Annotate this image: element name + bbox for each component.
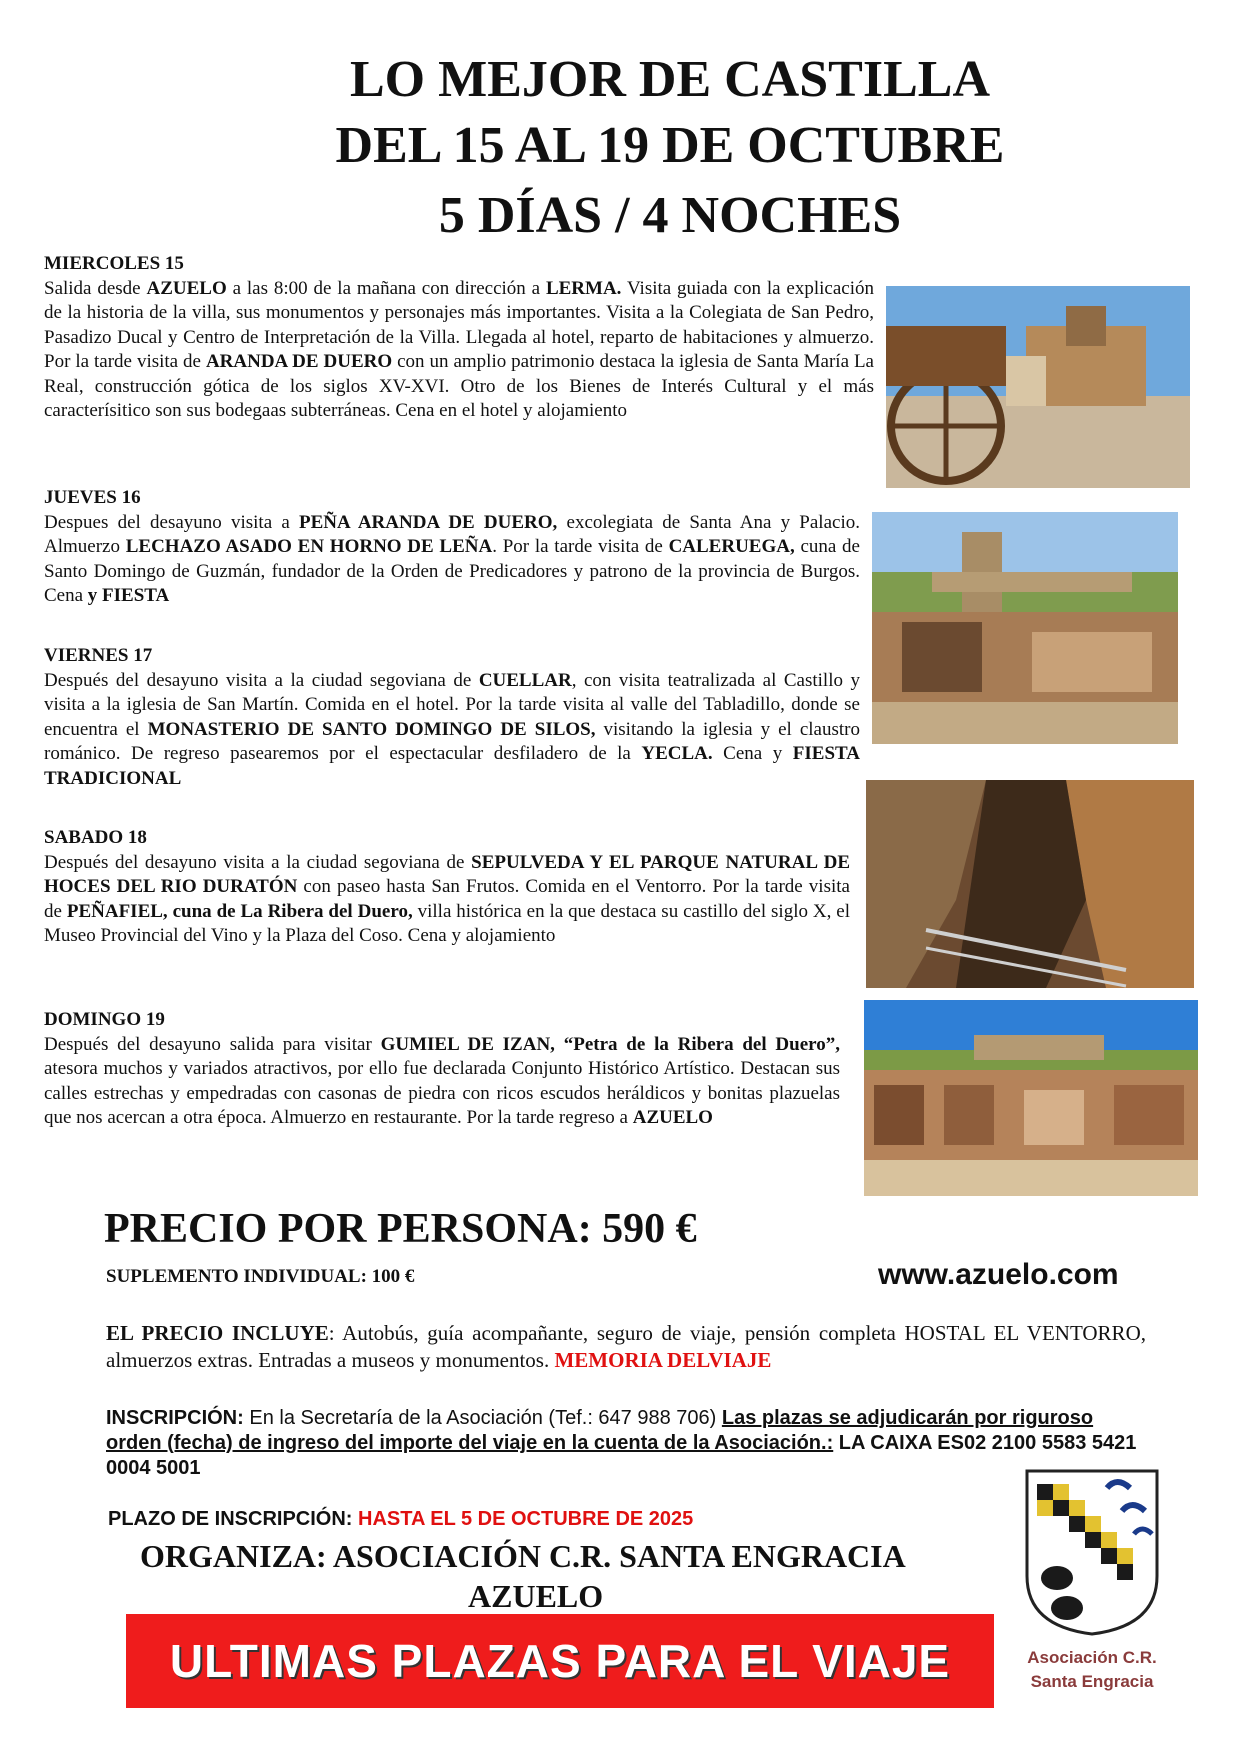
highlight-text: FIESTA TRADICIONAL: [44, 743, 860, 789]
day-header: MIERCOLES 15: [44, 253, 184, 274]
body-text: Después del desayuno salida para visitar: [44, 1033, 381, 1055]
highlight-text: ARANDA DE DUERO: [205, 351, 393, 372]
body-text: con un amplio patrimonio destaca la iglesia de Santa María La Real, construcción gótica de los siglos XV-XVI. Otro de los Bienes de Interés Cultural y el más caracterísitico son sus bodegaas subterráneas. Cena en el hotel y alojamiento: [44, 351, 874, 421]
highlight-text: GUMIEL DE IZAN, “Petra de la Ribera del Duero”,: [380, 1033, 840, 1055]
day-section-saturday: [44, 826, 850, 949]
photo-hoces-duraton: [866, 780, 1194, 988]
logo-caption: [1010, 1646, 1174, 1694]
photo-lerma-plaza: [886, 286, 1190, 488]
inscription-label: INSCRIPCIÓN:: [106, 1407, 244, 1429]
banner-text: ULTIMAS PLAZAS PARA EL VIAJE: [169, 1635, 951, 1687]
highlight-text: PEÑA ARANDA DE DUERO,: [299, 511, 558, 533]
day-description: [44, 511, 860, 609]
highlight-text: LERMA.: [545, 277, 622, 299]
highlight-text: CUELLAR: [478, 669, 572, 691]
body-text: Visita guiada con la explicación de la historia de la villa, sus monumentos y personajes más importantes. Visita a la Colegiata de San Pedro, Pasadizo Ducal y Centro de Interpretación de la Villa. Llegada al hotel, reparto de habitaciones y almuerzo. Por la tarde visita de: [44, 277, 875, 372]
inscription-info: [106, 1406, 1152, 1481]
highlight-text: CALERUEGA,: [668, 536, 795, 557]
day-section-thursday: [44, 486, 860, 609]
last-places-banner: [126, 1614, 994, 1708]
day-header: JUEVES 16: [44, 487, 141, 508]
photo-penaranda-castle: [872, 512, 1178, 744]
logo-line-2: Santa Engracia: [1030, 1672, 1154, 1691]
body-text: atesora muchos y variados atractivos, por ello fue declarada Conjunto Histórico Artístico. Destacan sus calles estrechas y empedradas con casonas de piedra con ricos escudos heráldicos y bonitas plazuelas que nos acercan a otra época. Almuerzo en restaurante. Por la tarde regreso a: [44, 1058, 840, 1128]
website-link[interactable]: www.azuelo.com: [878, 1258, 1119, 1291]
inscription-text: En la Secretaría de la Asociación (Tef.: 647 988 706): [243, 1407, 722, 1429]
logo-line-1: Asociación C.R.: [1027, 1648, 1157, 1667]
bank-account: LA CAIXA ES02 2100 5583 5421 0004 5001: [106, 1432, 1137, 1479]
day-section-sunday: [44, 1008, 840, 1131]
title-line-1: LO MEJOR DE CASTILLA: [350, 51, 990, 108]
highlight-text: MONASTERIO DE SANTO DOMINGO DE SILOS,: [147, 718, 596, 740]
body-text: excolegiata de Santa Ana y Palacio. Almuerzo: [44, 511, 860, 557]
body-text: Salida desde: [44, 277, 147, 299]
organizer-line-2: AZUELO: [468, 1578, 604, 1614]
price-per-person: PRECIO POR PERSONA: 590 €: [104, 1206, 697, 1252]
highlight-text: y FIESTA: [87, 585, 170, 606]
title-line-3: 5 DÍAS / 4 NOCHES: [438, 187, 902, 244]
includes-highlight: MEMORIA DELVIAJE: [554, 1348, 772, 1372]
highlight-text: AZUELO: [146, 277, 227, 299]
day-header: VIERNES 17: [44, 645, 153, 666]
day-section-friday: [44, 644, 860, 791]
deadline-label: PLAZO DE INSCRIPCIÓN:: [108, 1508, 359, 1530]
day-header: DOMINGO 19: [44, 1009, 165, 1030]
title-line-2: DEL 15 AL 19 DE OCTUBRE: [335, 117, 1005, 174]
highlight-text: YECLA.: [641, 743, 713, 764]
inscription-rule: Las plazas se adjudicarán por riguroso orden (fecha) de ingreso del importe del viaje en la cuenta de la Asociación.:: [106, 1407, 1094, 1454]
highlight-text: PEÑAFIEL, cuna de La Ribera del Duero,: [66, 900, 413, 922]
body-text: visitando la iglesia y el claustro románico. De regreso pasearemos por el espectacular desfiladero de la: [44, 718, 860, 764]
body-text: Después del desayuno visita a la ciudad segoviana de: [44, 851, 472, 873]
body-text: , con visita teatralizada al Castillo y visita a la iglesia de San Martín. Comida en el hotel. Por la tarde visita al valle del Tabladillo, donde se encuentra el: [44, 669, 860, 740]
day-header: SABADO 18: [44, 827, 147, 848]
organizer-line-1: ORGANIZA: ASOCIACIÓN C.R. SANTA ENGRACIA: [140, 1538, 906, 1574]
body-text: con paseo hasta San Frutos. Comida en el Ventorro. Por la tarde visita de: [44, 876, 850, 922]
highlight-text: SEPULVEDA Y EL PARQUE NATURAL DE HOCES DEL RIO DURATÓN: [44, 851, 850, 897]
body-text: a las 8:00 de la mañana con dirección a: [226, 277, 546, 299]
body-text: Despues del desayuno visita a: [44, 511, 299, 533]
inscription-deadline: [108, 1508, 693, 1531]
day-section-wednesday: [44, 252, 874, 424]
single-supplement: SUPLEMENTO INDIVIDUAL: 100 €: [106, 1266, 415, 1287]
photo-penafiel-plaza: [864, 1000, 1198, 1196]
body-text: cuna de Santo Domingo de Guzmán, fundador de la Orden de Predicadores y patrono de la provincia de Burgos. Cena: [44, 536, 860, 606]
body-text: Después del desayuno visita a la ciudad segoviana de: [44, 669, 479, 691]
price-includes: [106, 1320, 1146, 1374]
body-text: villa histórica en la que destaca su castillo del siglo X, el Museo Provincial del Vino y la Plaza del Coso. Cena y alojamiento: [44, 900, 850, 946]
body-text: Cena y: [712, 743, 793, 764]
highlight-text: LECHAZO ASADO EN HORNO DE LEÑA: [125, 536, 493, 557]
day-description: [44, 277, 874, 424]
body-text: . Por la tarde visita de: [492, 536, 669, 557]
includes-text: : Autobús, guía acompañante, seguro de viaje, pensión completa HOSTAL EL VENTORRO, almuerzos extras. Entradas a museos y monumentos.: [106, 1321, 1146, 1372]
includes-label: EL PRECIO INCLUYE: [106, 1321, 329, 1345]
day-description: [44, 669, 860, 792]
deadline-value: HASTA EL 5 DE OCTUBRE DE 2025: [358, 1508, 694, 1530]
day-description: [44, 1033, 840, 1131]
day-description: [44, 851, 850, 949]
highlight-text: AZUELO: [632, 1107, 713, 1128]
